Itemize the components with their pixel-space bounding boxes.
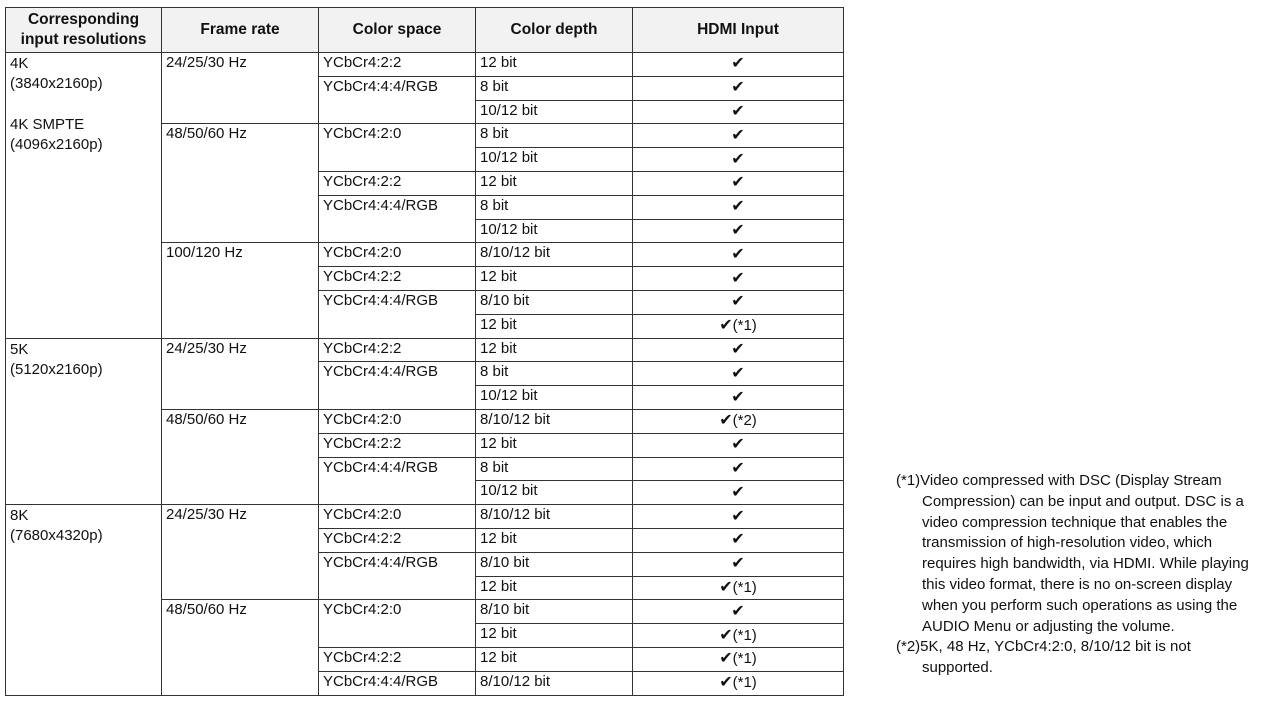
footnote-ref: (*1): [732, 674, 757, 692]
check-mark-icon: ✔: [731, 507, 745, 525]
color-depth-cell: 12 bit: [476, 624, 633, 648]
color-depth-cell: 12 bit: [476, 338, 633, 362]
hdmi-support-cell: [633, 576, 844, 600]
color-depth-cell: 8/10/12 bit: [476, 243, 633, 267]
header-resolutions: Corresponding input resolutions: [6, 8, 162, 53]
color-depth-cell: 8/10/12 bit: [476, 409, 633, 433]
check-mark-icon: ✔: [731, 293, 745, 311]
check-mark-icon: ✔: [731, 245, 745, 263]
color-depth-cell: 10/12 bit: [476, 148, 633, 172]
hdmi-support-cell: [633, 53, 844, 77]
check-mark-icon: ✔: [731, 531, 745, 549]
hdmi-support-cell: [633, 76, 844, 100]
hdmi-support-cell: [633, 647, 844, 671]
check-mark-icon: ✔: [731, 555, 745, 573]
color-space-cell: YCbCr4:4:4/RGB: [319, 671, 476, 695]
hdmi-support-cell: [633, 624, 844, 648]
footnotes: [896, 471, 1258, 679]
check-mark-icon: ✔: [731, 79, 745, 97]
check-mark-icon: ✔: [731, 198, 745, 216]
hdmi-support-cell: [633, 267, 844, 291]
check-mark-icon: ✔: [731, 174, 745, 192]
color-space-cell: YCbCr4:2:2: [319, 647, 476, 671]
hdmi-input-format-table: [5, 7, 844, 696]
color-depth-cell: 12 bit: [476, 647, 633, 671]
color-depth-cell: 12 bit: [476, 433, 633, 457]
check-mark-icon: ✔: [731, 102, 745, 120]
resolution-cell: [6, 505, 162, 695]
resolution-line: 4K SMPTE: [10, 116, 85, 133]
color-space-cell: YCbCr4:2:2: [319, 171, 476, 195]
frame-rate-cell: 24/25/30 Hz: [162, 338, 319, 409]
hdmi-support-cell: [633, 219, 844, 243]
footnote-ref: (*2): [732, 412, 757, 430]
table-row: [6, 338, 844, 362]
color-depth-cell: 8/10 bit: [476, 552, 633, 576]
color-space-cell: YCbCr4:2:2: [319, 528, 476, 552]
frame-rate-cell: 48/50/60 Hz: [162, 600, 319, 695]
color-space-cell: YCbCr4:2:2: [319, 338, 476, 362]
resolution-line: [10, 94, 157, 115]
resolution-line: (4096x2160p): [10, 136, 103, 153]
color-space-cell: YCbCr4:2:0: [319, 124, 476, 172]
color-depth-cell: 8/10 bit: [476, 290, 633, 314]
color-depth-cell: 8 bit: [476, 195, 633, 219]
frame-rate-cell: 24/25/30 Hz: [162, 505, 319, 600]
check-mark-icon: ✔: [731, 459, 745, 477]
hdmi-support-cell: [633, 505, 844, 529]
color-depth-cell: 8 bit: [476, 457, 633, 481]
color-depth-cell: 8 bit: [476, 76, 633, 100]
color-space-cell: YCbCr4:4:4/RGB: [319, 290, 476, 338]
color-depth-cell: 10/12 bit: [476, 100, 633, 124]
color-space-cell: YCbCr4:4:4/RGB: [319, 457, 476, 505]
footnote-ref: (*1): [732, 626, 757, 644]
check-mark-icon: ✔: [731, 436, 745, 454]
hdmi-support-cell: [633, 552, 844, 576]
color-space-cell: YCbCr4:4:4/RGB: [319, 195, 476, 243]
check-mark-icon: ✔: [731, 55, 745, 73]
resolution-line: 5K: [10, 340, 29, 358]
hdmi-support-cell: [633, 314, 844, 338]
check-mark-icon: ✔: [731, 126, 745, 144]
color-depth-cell: 12 bit: [476, 528, 633, 552]
color-space-cell: YCbCr4:2:0: [319, 409, 476, 433]
color-space-cell: YCbCr4:2:0: [319, 243, 476, 267]
header-color-depth: Color depth: [476, 8, 633, 53]
hdmi-support-cell: [633, 290, 844, 314]
hdmi-support-cell: [633, 148, 844, 172]
color-depth-cell: 8/10/12 bit: [476, 505, 633, 529]
header-frame-rate: Frame rate: [162, 8, 319, 53]
color-space-cell: YCbCr4:2:2: [319, 433, 476, 457]
color-depth-cell: 12 bit: [476, 171, 633, 195]
frame-rate-cell: 48/50/60 Hz: [162, 124, 319, 243]
hdmi-support-cell: [633, 671, 844, 695]
color-depth-cell: 10/12 bit: [476, 481, 633, 505]
check-mark-icon: ✔: [719, 578, 733, 596]
check-mark-icon: ✔: [719, 626, 733, 644]
check-mark-icon: ✔: [731, 364, 745, 382]
hdmi-support-cell: [633, 243, 844, 267]
check-mark-icon: ✔: [719, 650, 733, 668]
hdmi-support-cell: [633, 528, 844, 552]
hdmi-support-cell: [633, 362, 844, 386]
resolution-cell: [6, 338, 162, 505]
color-space-cell: YCbCr4:2:0: [319, 600, 476, 648]
color-space-cell: YCbCr4:4:4/RGB: [319, 76, 476, 124]
frame-rate-cell: 100/120 Hz: [162, 243, 319, 338]
footnote-ref: (*1): [732, 650, 757, 668]
header-hdmi-input: HDMI Input: [633, 8, 844, 53]
check-mark-icon: ✔: [731, 340, 745, 358]
color-depth-cell: 8/10 bit: [476, 600, 633, 624]
resolution-line: 8K: [10, 507, 29, 525]
check-mark-icon: ✔: [731, 602, 745, 620]
footnote-5k-48hz: (*2)5K, 48 Hz, YCbCr4:2:0, 8/10/12 bit is not supported.: [896, 638, 1191, 677]
resolution-line: 4K: [10, 55, 29, 72]
frame-rate-cell: 24/25/30 Hz: [162, 53, 319, 124]
table-body: [6, 53, 844, 696]
color-depth-cell: 8 bit: [476, 362, 633, 386]
check-mark-icon: ✔: [719, 674, 733, 692]
table-header-row: [6, 8, 844, 53]
hdmi-support-cell: [633, 100, 844, 124]
check-mark-icon: ✔: [731, 150, 745, 168]
color-depth-cell: 12 bit: [476, 314, 633, 338]
table-row: [6, 505, 844, 529]
color-depth-cell: 8/10/12 bit: [476, 671, 633, 695]
check-mark-icon: ✔: [731, 483, 745, 501]
table-row: [6, 53, 844, 77]
hdmi-support-cell: [633, 386, 844, 410]
resolution-line: (5120x2160p): [10, 360, 103, 378]
check-mark-icon: ✔: [719, 412, 733, 430]
check-mark-icon: ✔: [731, 221, 745, 239]
hdmi-support-cell: [633, 338, 844, 362]
frame-rate-cell: 48/50/60 Hz: [162, 409, 319, 504]
hdmi-support-cell: [633, 171, 844, 195]
color-space-cell: YCbCr4:2:2: [319, 53, 476, 77]
color-depth-cell: 10/12 bit: [476, 386, 633, 410]
color-space-cell: YCbCr4:4:4/RGB: [319, 552, 476, 600]
check-mark-icon: ✔: [731, 269, 745, 287]
check-mark-icon: ✔: [719, 317, 733, 335]
color-space-cell: YCbCr4:4:4/RGB: [319, 362, 476, 410]
hdmi-support-cell: [633, 433, 844, 457]
footnote-dsc: (*1)Video compressed with DSC (Display Stream Compression) can be input and output. DSC is a video compression technique that enables the transmission of high-resolution video, which requires high bandwidth, via HDMI. While playing this video format, there is no on-screen display when you perform such operations as using the AUDIO Menu or adjusting the volume.: [896, 472, 1249, 635]
footnote-ref: (*1): [732, 578, 757, 596]
resolution-line: (3840x2160p): [10, 75, 103, 92]
resolution-line: (7680x4320p): [10, 527, 103, 545]
hdmi-support-cell: [633, 195, 844, 219]
hdmi-support-cell: [633, 124, 844, 148]
color-space-cell: YCbCr4:2:0: [319, 505, 476, 529]
hdmi-support-cell: [633, 457, 844, 481]
resolution-cell: [6, 53, 162, 339]
footnote-ref: (*1): [732, 317, 757, 335]
hdmi-support-cell: [633, 409, 844, 433]
color-depth-cell: 12 bit: [476, 267, 633, 291]
hdmi-support-cell: [633, 481, 844, 505]
hdmi-support-cell: [633, 600, 844, 624]
color-depth-cell: 12 bit: [476, 576, 633, 600]
check-mark-icon: ✔: [731, 388, 745, 406]
color-depth-cell: 10/12 bit: [476, 219, 633, 243]
color-depth-cell: 12 bit: [476, 53, 633, 77]
color-space-cell: YCbCr4:2:2: [319, 267, 476, 291]
header-color-space: Color space: [319, 8, 476, 53]
color-depth-cell: 8 bit: [476, 124, 633, 148]
